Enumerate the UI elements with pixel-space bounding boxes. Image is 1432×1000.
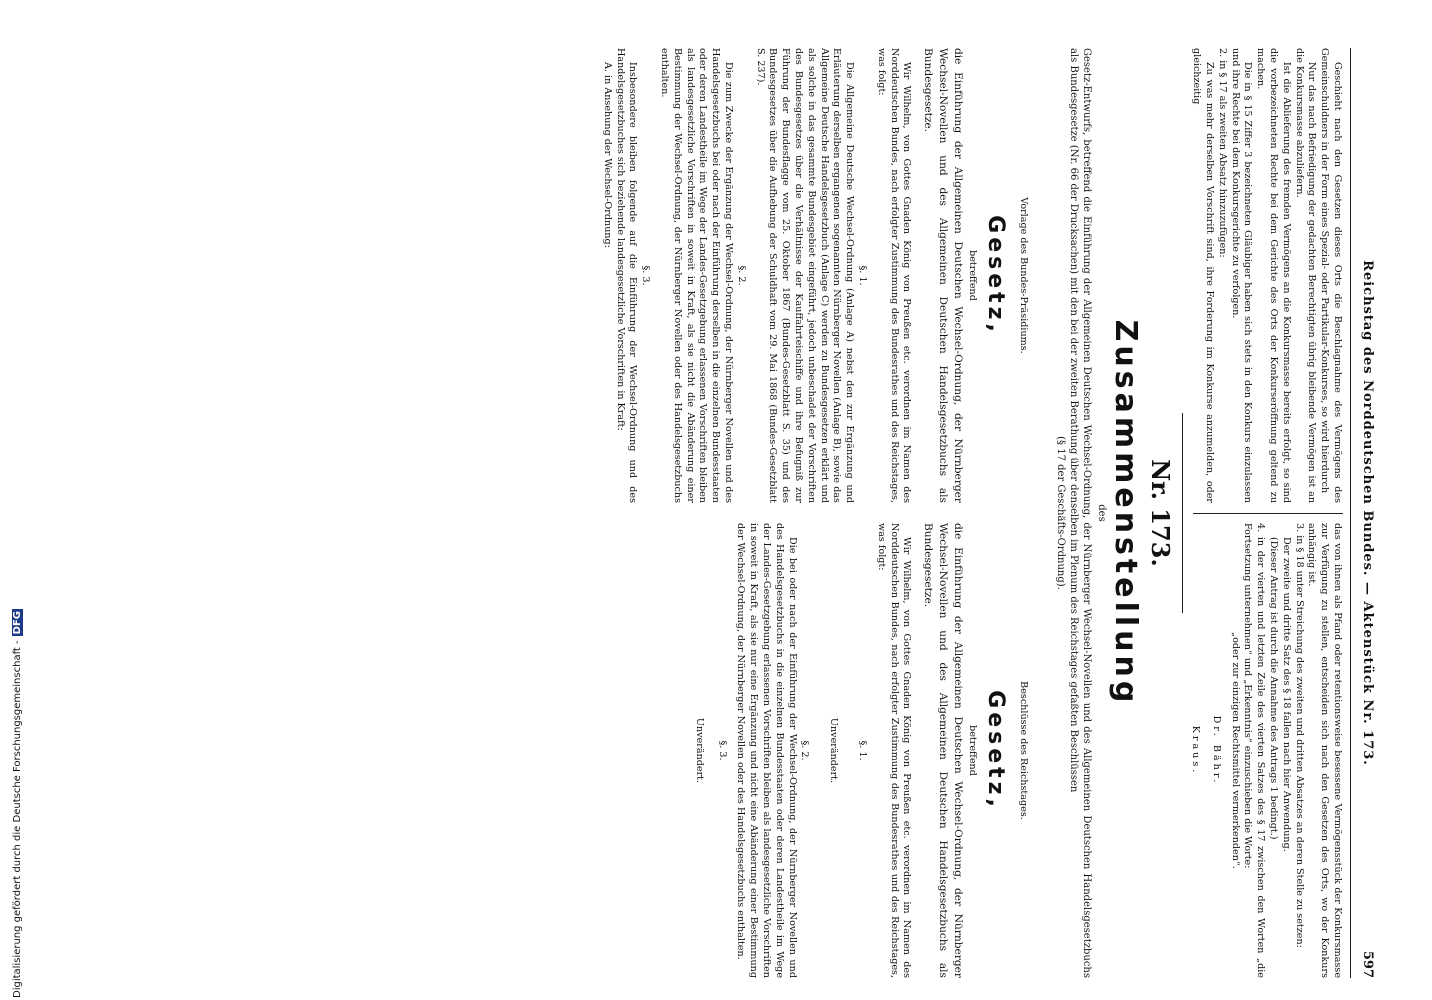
section-text: Insbesondere bleiben folgende auf die Einführung der Wechsel-Ordnung und des Handelsgesetzbuches sich beziehende landesgesetzliche Vorschriften in Kraft: <box>614 48 639 503</box>
column-heading: Vorlage des Bundes-Präsidiums. <box>1018 197 1029 354</box>
section-number: §. 3. <box>716 740 728 761</box>
list-item: 3. in § 18 unter Streichung des zweiten und dritten Absatzes an deren Stelle zu setzen: <box>1293 523 1305 948</box>
betreffend-label: betreffend <box>967 725 979 776</box>
paragraph: (Dieser Antrag ist durch die Annahme des Antrags 1 bedingt.) <box>1268 537 1280 840</box>
digitization-footer <box>12 598 28 998</box>
section-number: §. 2. <box>735 265 747 286</box>
section-number: §. 1. <box>857 265 869 286</box>
subtitle-ref: (§ 17 der Geschäfts-Ordnung). <box>1055 436 1066 590</box>
preamble: Wir Wilhelm, von Gottes Gnaden König von Preußen etc. verordnen im Namen des Norddeutschen Bundes, nach erfolgter Zustimmung des Bundesrathes und des Reichstages, was folgt: <box>875 48 913 503</box>
section-text: Die Allgemeine Deutsche Wechsel-Ordnung (Anlage A) nebst den zur Ergänzung und Erläuterung derselben ergangenen sogenannten Nürnberger Novellen (Anlage B), sowie das Allgemeine Deutsche Handelsgesetzbuch (Anlage C) werden zu Bundesgesetzen erklärt und als solche in das gesammte Bundesgebiet eingeführt, jedoch unbeschadet der Vorschriften des Bundesgesetzes über die Verhältnisse der Kauffahrteischiffe und ihre Befugniß zur Führung der Bundesflagge vom 25. Oktober 1867 (Bundes-Gesetzblatt S. 35) und des Bundesgesetzes über die Aufhebung der Schuldhaft vom 29. Mai 1868 (Bundes-Gesetzblatt S. 237). <box>754 48 856 503</box>
preamble: Wir Wilhelm, von Gottes Gnaden König von Preußen etc. verordnen im Namen des Norddeutschen Bundes, nach erfolgter Zustimmung des Bundesrathes und des Reichstages, was folgt: <box>875 523 913 978</box>
header-rule <box>1350 48 1351 978</box>
paragraph: das von ihnen als Pfand oder retentionsweise besessene Vermögensstück der Konkursmasse zur Verfügung zu stellen, entscheiden sich nach den Gesetzen des Orts, wo der Konkurs anhängig ist. <box>1306 523 1343 978</box>
column-divider <box>1193 513 1343 514</box>
footer-text: Digitalisierung gefördert durch die Deutsche Forschungsgemeinschaft - <box>12 640 23 998</box>
dfg-logo: DFG <box>12 611 23 635</box>
top-right-column <box>1188 523 1343 978</box>
signature: Dr. Bähr. <box>1210 715 1222 786</box>
signature: Kraus. <box>1190 725 1202 776</box>
top-left-column <box>1189 48 1343 503</box>
document-number: Nr. 173. <box>1146 459 1175 567</box>
subtitle-text: Gesetz-Entwurfs, betreffend die Einführung der Allgemeinen Deutschen Wechsel-Ordnung, der Nürnberger Wechsel-Novellen und des Allgemeinen Deutschen Handelsgesetzbuchs als Bundesgesetze (Nr. 66 der Drucksachen) mit den bei der zweiten Berathung über denselben im Plenum des Reichstages gefaßten Beschlüssen <box>1068 48 1092 978</box>
paragraph: Geschieht nach den Gesetzen dieses Orts die Beschlagnahme des Vermögens des Gemeinschuldners in der Form eines Spezial- oder Partikular-Konkurses, so wird hierdurch <box>1319 48 1343 503</box>
law-description: die Einführung der Allgemeinen Deutschen Wechsel-Ordnung, der Nürnberger Wechsel-Novellen und des Allgemeinen Deutschen Handelsgesetzbuchs als Bundesgesetze. <box>922 48 965 503</box>
page-number: 597 <box>1360 950 1375 978</box>
paragraph: Ist die Ablieferung des fremden Vermögens an die Konkursmasse bereits erfolgt, so sind die vorbezeichneten Rechte bei dem Gerichte des Orts der Konkurseröffnung geltend zu machen. <box>1255 48 1292 503</box>
unchanged-label: Unverändert. <box>828 717 840 784</box>
header-title: Reichstag des Norddeutschen Bundes. — Aktenstück Nr. 173. <box>1360 260 1375 766</box>
section-subitem: A. in Ansehung der Wechsel-Ordnung: <box>601 62 613 248</box>
betreffend-label: betreffend <box>967 250 979 301</box>
list-item: 4. in der vierten und letzten Zeile des vierten Satzes des § 17 zwischen den Worten „die Fortsetzung unternehmen“ und „Erkenntnis“ einzuschieben die Worte: <box>1242 523 1267 978</box>
running-header <box>1353 48 1375 978</box>
paragraph: „oder zur einzigen Rechtsmittel vermerkenden“. <box>1229 632 1241 869</box>
list-item: 2. in § 17 als zweiten Absatz hinzuzufügen: <box>1216 48 1228 258</box>
section-rule <box>1182 413 1183 613</box>
document-title: Zusammenstellung <box>1108 319 1143 707</box>
law-title: Gesetz, <box>983 690 1009 811</box>
document-subtitle <box>1054 48 1093 978</box>
section-number: §. 3. <box>640 265 652 286</box>
section-number: §. 2. <box>799 740 811 761</box>
left-column <box>600 48 1029 503</box>
paragraph: Zu was mehr derselben Vorschrift sind, ihre Forderung im Konkurse anzumelden, oder gleichzeitig <box>1191 48 1216 503</box>
des-label: des <box>1096 504 1107 522</box>
paragraph: Die in § 15 Ziffer 3 bezeichneten Gläubiger haben sich stets in den Konkurs einzulassen und ihre Rechte bei dem Konkursgerichte zu verfolgen. <box>1229 48 1254 503</box>
paragraph: Der zweite und dritte Satz des § 18 fallen nach hier Anwendung. <box>1280 537 1292 852</box>
section-number: §. 1. <box>857 740 869 761</box>
rotated-document <box>45 48 1375 978</box>
column-heading: Beschlüsse des Reichstages. <box>1018 681 1029 820</box>
section-text: Die bei oder nach der Einführung der Wechsel-Ordnung, der Nürnberger Novellen und des Handelsgesetzbuchs in die einzelnen Bundesstaaten oder deren Landestheile im Wege der Landes-Gesetzgebung erlassenen Vorschriften bleiben als landesgesetzliche Vorschriften in soweit in Kraft, als sie nur eine Ergänzung und nicht eine Abänderung einer Bestimmung der Wechsel-Ordnung, der Nürnberger Novellen oder des Handelsgesetzbuchs enthalten. <box>735 523 798 978</box>
law-description: die Einführung der Allgemeinen Deutschen Wechsel-Ordnung, der Nürnberger Wechsel-Novellen und des Allgemeinen Deutschen Handelsgesetzbuchs als Bundesgesetze. <box>922 523 965 978</box>
unchanged-label: Unverändert. <box>693 717 705 784</box>
section-text: Die zum Zwecke der Ergänzung der Wechsel-Ordnung, der Nürnberger Novellen und des Handelsgesetzbuchs bei oder nach der Einführung derselben in die einzelnen Bundesstaaten oder deren Landestheile im Wege der Landes-Gesetzgebung erlassenen Vorschriften bleiben als landesgesetzliche Vorschriften in soweit in Kraft, als sie nicht die Abänderung einer Bestimmung der Wechsel-Ordnung, der Nürnberger Novellen oder des Handelsgesetzbuchs enthalten. <box>659 48 735 503</box>
paragraph: Nur das nach Befriedigung der gedachten Berechtigten übrig bleibende Vermögen ist an die Konkursmasse abzuliefern. <box>1293 48 1318 503</box>
law-title: Gesetz, <box>983 215 1009 336</box>
right-column <box>692 523 1029 978</box>
